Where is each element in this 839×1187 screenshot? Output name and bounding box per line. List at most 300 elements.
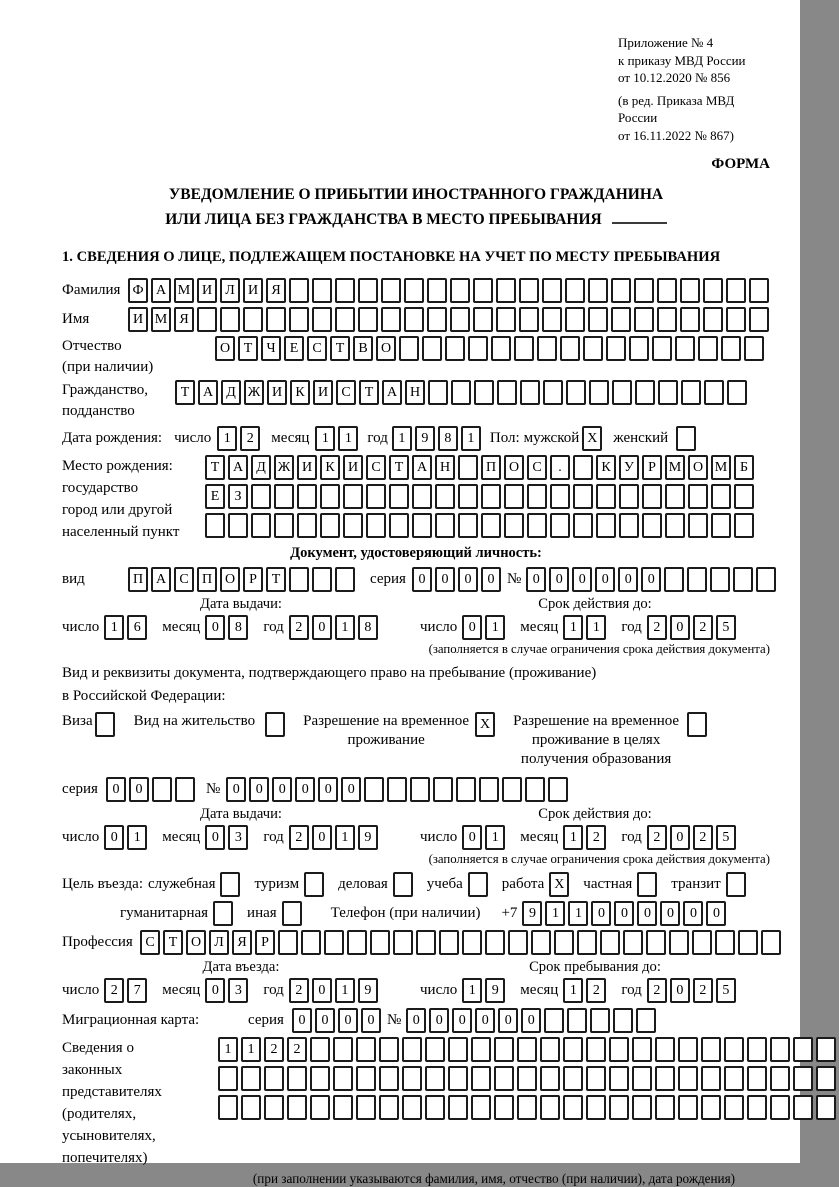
char-box[interactable]: 0 xyxy=(498,1008,518,1033)
char-box[interactable] xyxy=(451,380,471,405)
char-box[interactable] xyxy=(642,484,662,509)
char-box[interactable]: У xyxy=(619,455,639,480)
char-box[interactable] xyxy=(410,777,430,802)
char-box[interactable] xyxy=(629,336,649,361)
char-box[interactable]: Ч xyxy=(261,336,281,361)
char-box[interactable] xyxy=(680,278,700,303)
purpose-transit-checkbox[interactable] xyxy=(726,872,749,897)
char-box[interactable]: 3 xyxy=(228,978,248,1003)
char-box[interactable]: 1 xyxy=(104,615,124,640)
char-box[interactable] xyxy=(502,777,522,802)
citizenship-input[interactable] xyxy=(175,380,750,405)
char-box[interactable]: X xyxy=(475,712,495,737)
char-box[interactable]: Т xyxy=(330,336,350,361)
char-box[interactable] xyxy=(542,307,562,332)
char-box[interactable] xyxy=(412,513,432,538)
char-box[interactable]: Д xyxy=(251,455,271,480)
char-box[interactable]: 0 xyxy=(452,1008,472,1033)
char-box[interactable] xyxy=(588,307,608,332)
char-box[interactable]: 1 xyxy=(335,978,355,1003)
doc-valid-year-input[interactable] xyxy=(647,615,739,640)
sex-male-checkbox[interactable] xyxy=(582,426,605,451)
char-box[interactable]: Б xyxy=(734,455,754,480)
char-box[interactable]: Т xyxy=(238,336,258,361)
char-box[interactable] xyxy=(370,930,390,955)
char-box[interactable] xyxy=(586,1037,606,1062)
char-box[interactable] xyxy=(220,872,240,897)
char-box[interactable] xyxy=(701,1066,721,1091)
char-box[interactable] xyxy=(606,336,626,361)
char-box[interactable]: 0 xyxy=(312,978,332,1003)
entry-year-input[interactable] xyxy=(289,978,381,1003)
char-box[interactable]: 9 xyxy=(522,901,542,926)
visa-checkbox[interactable] xyxy=(95,712,118,737)
char-box[interactable] xyxy=(218,1066,238,1091)
char-box[interactable]: К xyxy=(290,380,310,405)
char-box[interactable]: 0 xyxy=(272,777,292,802)
char-box[interactable] xyxy=(514,336,534,361)
given-name-input[interactable] xyxy=(128,307,772,332)
char-box[interactable] xyxy=(448,1095,468,1120)
char-box[interactable] xyxy=(655,1095,675,1120)
char-box[interactable]: Е xyxy=(284,336,304,361)
char-box[interactable] xyxy=(543,380,563,405)
char-box[interactable]: 9 xyxy=(415,426,435,451)
representatives-line2-input[interactable] xyxy=(218,1066,839,1091)
char-box[interactable]: 1 xyxy=(563,615,583,640)
char-box[interactable] xyxy=(358,307,378,332)
char-box[interactable] xyxy=(586,1095,606,1120)
char-box[interactable] xyxy=(540,1095,560,1120)
char-box[interactable] xyxy=(611,278,631,303)
char-box[interactable] xyxy=(793,1095,813,1120)
char-box[interactable]: И xyxy=(243,278,263,303)
char-box[interactable]: 0 xyxy=(361,1008,381,1033)
char-box[interactable]: 0 xyxy=(406,1008,426,1033)
char-box[interactable] xyxy=(462,930,482,955)
char-box[interactable] xyxy=(724,1037,744,1062)
char-box[interactable]: 1 xyxy=(218,1037,238,1062)
char-box[interactable]: 0 xyxy=(249,777,269,802)
char-box[interactable] xyxy=(393,872,413,897)
char-box[interactable] xyxy=(701,1037,721,1062)
char-box[interactable] xyxy=(548,777,568,802)
char-box[interactable]: Л xyxy=(209,930,229,955)
char-box[interactable] xyxy=(393,930,413,955)
char-box[interactable] xyxy=(218,1095,238,1120)
char-box[interactable] xyxy=(473,307,493,332)
char-box[interactable] xyxy=(726,278,746,303)
char-box[interactable] xyxy=(747,1095,767,1120)
char-box[interactable] xyxy=(703,307,723,332)
char-box[interactable] xyxy=(379,1037,399,1062)
char-box[interactable] xyxy=(333,1037,353,1062)
char-box[interactable] xyxy=(566,380,586,405)
char-box[interactable]: 2 xyxy=(586,825,606,850)
char-box[interactable] xyxy=(688,484,708,509)
char-box[interactable]: 0 xyxy=(521,1008,541,1033)
char-box[interactable] xyxy=(632,1066,652,1091)
purpose-private-checkbox[interactable] xyxy=(637,872,660,897)
char-box[interactable]: О xyxy=(688,455,708,480)
char-box[interactable] xyxy=(152,777,172,802)
birth-place-line1-input[interactable] xyxy=(205,455,757,480)
char-box[interactable]: 0 xyxy=(429,1008,449,1033)
char-box[interactable] xyxy=(525,777,545,802)
char-box[interactable] xyxy=(458,484,478,509)
char-box[interactable]: И xyxy=(267,380,287,405)
char-box[interactable] xyxy=(504,484,524,509)
char-box[interactable]: К xyxy=(596,455,616,480)
char-box[interactable]: 5 xyxy=(716,615,736,640)
char-box[interactable] xyxy=(554,930,574,955)
char-box[interactable]: Д xyxy=(221,380,241,405)
char-box[interactable] xyxy=(471,1066,491,1091)
char-box[interactable] xyxy=(496,278,516,303)
char-box[interactable]: 0 xyxy=(129,777,149,802)
char-box[interactable] xyxy=(274,513,294,538)
char-box[interactable] xyxy=(550,513,570,538)
char-box[interactable] xyxy=(425,1066,445,1091)
residence-permit-checkbox[interactable] xyxy=(265,712,288,737)
char-box[interactable] xyxy=(266,307,286,332)
char-box[interactable] xyxy=(264,1095,284,1120)
char-box[interactable] xyxy=(734,513,754,538)
char-box[interactable]: 0 xyxy=(435,567,455,592)
char-box[interactable]: Т xyxy=(205,455,225,480)
char-box[interactable]: 0 xyxy=(104,825,124,850)
char-box[interactable] xyxy=(520,380,540,405)
char-box[interactable]: Я xyxy=(174,307,194,332)
char-box[interactable] xyxy=(733,567,753,592)
char-box[interactable] xyxy=(527,484,547,509)
char-box[interactable] xyxy=(491,336,511,361)
char-box[interactable] xyxy=(537,336,557,361)
char-box[interactable]: 9 xyxy=(358,825,378,850)
char-box[interactable] xyxy=(680,307,700,332)
char-box[interactable] xyxy=(494,1037,514,1062)
char-box[interactable] xyxy=(335,278,355,303)
char-box[interactable]: Н xyxy=(435,455,455,480)
char-box[interactable] xyxy=(471,1037,491,1062)
char-box[interactable] xyxy=(816,1095,836,1120)
char-box[interactable]: О xyxy=(220,567,240,592)
char-box[interactable] xyxy=(619,484,639,509)
char-box[interactable] xyxy=(590,1008,610,1033)
entry-day-input[interactable] xyxy=(104,978,150,1003)
char-box[interactable]: Н xyxy=(405,380,425,405)
char-box[interactable] xyxy=(573,484,593,509)
char-box[interactable]: 0 xyxy=(572,567,592,592)
char-box[interactable] xyxy=(312,307,332,332)
char-box[interactable] xyxy=(381,307,401,332)
profession-input[interactable] xyxy=(140,930,784,955)
char-box[interactable]: 0 xyxy=(614,901,634,926)
char-box[interactable]: 1 xyxy=(127,825,147,850)
char-box[interactable]: И xyxy=(313,380,333,405)
char-box[interactable]: 2 xyxy=(693,978,713,1003)
residence-number-input[interactable] xyxy=(226,777,571,802)
char-box[interactable] xyxy=(611,307,631,332)
char-box[interactable]: 0 xyxy=(595,567,615,592)
char-box[interactable]: М xyxy=(711,455,731,480)
residence-valid-day-input[interactable] xyxy=(462,825,508,850)
char-box[interactable]: И xyxy=(343,455,363,480)
purpose-tourism-checkbox[interactable] xyxy=(304,872,327,897)
char-box[interactable] xyxy=(688,513,708,538)
char-box[interactable] xyxy=(609,1066,629,1091)
char-box[interactable] xyxy=(422,336,442,361)
char-box[interactable]: С xyxy=(366,455,386,480)
char-box[interactable] xyxy=(241,1095,261,1120)
char-box[interactable] xyxy=(333,1066,353,1091)
char-box[interactable] xyxy=(381,278,401,303)
char-box[interactable]: И xyxy=(128,307,148,332)
char-box[interactable] xyxy=(770,1095,790,1120)
char-box[interactable] xyxy=(634,307,654,332)
char-box[interactable] xyxy=(544,1008,564,1033)
char-box[interactable]: М xyxy=(174,278,194,303)
char-box[interactable] xyxy=(379,1095,399,1120)
purpose-study-checkbox[interactable] xyxy=(468,872,491,897)
char-box[interactable]: М xyxy=(151,307,171,332)
char-box[interactable]: П xyxy=(197,567,217,592)
char-box[interactable] xyxy=(632,1095,652,1120)
char-box[interactable] xyxy=(703,278,723,303)
birth-year-input[interactable] xyxy=(392,426,484,451)
char-box[interactable] xyxy=(816,1066,836,1091)
char-box[interactable] xyxy=(567,1008,587,1033)
char-box[interactable] xyxy=(655,1037,675,1062)
char-box[interactable]: 0 xyxy=(670,615,690,640)
char-box[interactable] xyxy=(389,513,409,538)
char-box[interactable]: А xyxy=(151,278,171,303)
char-box[interactable] xyxy=(596,513,616,538)
char-box[interactable] xyxy=(479,777,499,802)
char-box[interactable] xyxy=(749,307,769,332)
char-box[interactable]: 0 xyxy=(318,777,338,802)
char-box[interactable]: 0 xyxy=(618,567,638,592)
char-box[interactable] xyxy=(494,1095,514,1120)
char-box[interactable] xyxy=(747,1037,767,1062)
char-box[interactable] xyxy=(343,484,363,509)
char-box[interactable] xyxy=(692,930,712,955)
char-box[interactable] xyxy=(727,380,747,405)
char-box[interactable]: О xyxy=(376,336,396,361)
char-box[interactable]: Т xyxy=(163,930,183,955)
char-box[interactable]: Я xyxy=(266,278,286,303)
char-box[interactable] xyxy=(264,1066,284,1091)
char-box[interactable] xyxy=(704,380,724,405)
char-box[interactable] xyxy=(213,901,233,926)
char-box[interactable]: И xyxy=(297,455,317,480)
stay-day-input[interactable] xyxy=(462,978,508,1003)
char-box[interactable]: . xyxy=(550,455,570,480)
char-box[interactable] xyxy=(588,278,608,303)
stay-year-input[interactable] xyxy=(647,978,739,1003)
edu-permit-checkbox[interactable] xyxy=(687,712,710,737)
char-box[interactable]: 5 xyxy=(716,825,736,850)
char-box[interactable]: 1 xyxy=(586,615,606,640)
char-box[interactable] xyxy=(251,484,271,509)
char-box[interactable]: 1 xyxy=(485,825,505,850)
char-box[interactable] xyxy=(678,1037,698,1062)
char-box[interactable]: 0 xyxy=(549,567,569,592)
char-box[interactable]: 0 xyxy=(412,567,432,592)
patronymic-input[interactable] xyxy=(215,336,767,361)
char-box[interactable] xyxy=(282,901,302,926)
char-box[interactable] xyxy=(402,1037,422,1062)
char-box[interactable] xyxy=(573,455,593,480)
char-box[interactable]: Т xyxy=(175,380,195,405)
char-box[interactable] xyxy=(95,712,115,737)
surname-input[interactable] xyxy=(128,278,772,303)
residence-issue-year-input[interactable] xyxy=(289,825,381,850)
char-box[interactable] xyxy=(356,1037,376,1062)
char-box[interactable] xyxy=(623,930,643,955)
char-box[interactable]: С xyxy=(174,567,194,592)
doc-issue-year-input[interactable] xyxy=(289,615,381,640)
char-box[interactable] xyxy=(646,930,666,955)
char-box[interactable] xyxy=(563,1066,583,1091)
char-box[interactable] xyxy=(251,513,271,538)
char-box[interactable] xyxy=(816,1037,836,1062)
char-box[interactable]: П xyxy=(481,455,501,480)
char-box[interactable]: 1 xyxy=(485,615,505,640)
char-box[interactable]: 0 xyxy=(295,777,315,802)
char-box[interactable]: С xyxy=(336,380,356,405)
char-box[interactable] xyxy=(205,513,225,538)
migration-seria-input[interactable] xyxy=(292,1008,384,1033)
char-box[interactable] xyxy=(715,930,735,955)
char-box[interactable] xyxy=(589,380,609,405)
char-box[interactable] xyxy=(343,513,363,538)
char-box[interactable] xyxy=(504,513,524,538)
char-box[interactable]: 5 xyxy=(716,978,736,1003)
char-box[interactable] xyxy=(468,872,488,897)
char-box[interactable]: 1 xyxy=(241,1037,261,1062)
char-box[interactable] xyxy=(519,307,539,332)
char-box[interactable] xyxy=(634,278,654,303)
char-box[interactable] xyxy=(687,712,707,737)
char-box[interactable]: 2 xyxy=(264,1037,284,1062)
doc-valid-day-input[interactable] xyxy=(462,615,508,640)
char-box[interactable]: 8 xyxy=(358,615,378,640)
char-box[interactable] xyxy=(540,1066,560,1091)
char-box[interactable]: С xyxy=(307,336,327,361)
residence-valid-month-input[interactable] xyxy=(563,825,609,850)
char-box[interactable] xyxy=(312,567,332,592)
doc-issue-month-input[interactable] xyxy=(205,615,251,640)
char-box[interactable] xyxy=(297,513,317,538)
char-box[interactable]: 2 xyxy=(287,1037,307,1062)
char-box[interactable]: 2 xyxy=(289,615,309,640)
char-box[interactable] xyxy=(289,307,309,332)
char-box[interactable] xyxy=(527,513,547,538)
char-box[interactable]: Р xyxy=(642,455,662,480)
char-box[interactable] xyxy=(542,278,562,303)
char-box[interactable] xyxy=(347,930,367,955)
purpose-work-checkbox[interactable] xyxy=(549,872,572,897)
char-box[interactable] xyxy=(287,1095,307,1120)
char-box[interactable] xyxy=(744,336,764,361)
char-box[interactable]: 0 xyxy=(226,777,246,802)
char-box[interactable]: 2 xyxy=(240,426,260,451)
char-box[interactable]: 3 xyxy=(228,825,248,850)
char-box[interactable]: 0 xyxy=(205,825,225,850)
char-box[interactable] xyxy=(448,1066,468,1091)
char-box[interactable] xyxy=(404,307,424,332)
residence-seria-input[interactable] xyxy=(106,777,198,802)
char-box[interactable] xyxy=(324,930,344,955)
char-box[interactable] xyxy=(356,1095,376,1120)
char-box[interactable] xyxy=(312,278,332,303)
char-box[interactable] xyxy=(366,484,386,509)
char-box[interactable] xyxy=(310,1066,330,1091)
char-box[interactable] xyxy=(333,1095,353,1120)
sex-female-checkbox[interactable] xyxy=(676,426,699,451)
char-box[interactable] xyxy=(669,930,689,955)
char-box[interactable]: 1 xyxy=(338,426,358,451)
char-box[interactable]: А xyxy=(151,567,171,592)
char-box[interactable] xyxy=(241,1066,261,1091)
birth-day-input[interactable] xyxy=(217,426,263,451)
char-box[interactable] xyxy=(416,930,436,955)
char-box[interactable] xyxy=(664,567,684,592)
char-box[interactable]: З xyxy=(228,484,248,509)
char-box[interactable]: 0 xyxy=(670,825,690,850)
char-box[interactable] xyxy=(379,1066,399,1091)
char-box[interactable] xyxy=(481,513,501,538)
char-box[interactable]: 0 xyxy=(706,901,726,926)
char-box[interactable]: 2 xyxy=(104,978,124,1003)
char-box[interactable]: 0 xyxy=(315,1008,335,1033)
char-box[interactable] xyxy=(596,484,616,509)
char-box[interactable] xyxy=(632,1037,652,1062)
char-box[interactable] xyxy=(612,380,632,405)
char-box[interactable]: 2 xyxy=(289,825,309,850)
migration-number-input[interactable] xyxy=(406,1008,659,1033)
char-box[interactable] xyxy=(675,336,695,361)
char-box[interactable]: П xyxy=(128,567,148,592)
char-box[interactable] xyxy=(657,278,677,303)
char-box[interactable]: 2 xyxy=(289,978,309,1003)
char-box[interactable]: 0 xyxy=(591,901,611,926)
char-box[interactable] xyxy=(458,513,478,538)
char-box[interactable] xyxy=(747,1066,767,1091)
char-box[interactable]: А xyxy=(412,455,432,480)
char-box[interactable] xyxy=(665,513,685,538)
purpose-humanitarian-checkbox[interactable] xyxy=(213,901,236,926)
char-box[interactable] xyxy=(265,712,285,737)
char-box[interactable] xyxy=(563,1037,583,1062)
char-box[interactable] xyxy=(450,278,470,303)
birth-place-line3-input[interactable] xyxy=(205,513,757,538)
char-box[interactable] xyxy=(770,1066,790,1091)
residence-issue-month-input[interactable] xyxy=(205,825,251,850)
char-box[interactable] xyxy=(175,777,195,802)
char-box[interactable]: 0 xyxy=(481,567,501,592)
char-box[interactable] xyxy=(435,484,455,509)
residence-issue-day-input[interactable] xyxy=(104,825,150,850)
char-box[interactable]: А xyxy=(198,380,218,405)
char-box[interactable] xyxy=(220,307,240,332)
char-box[interactable] xyxy=(635,380,655,405)
char-box[interactable]: 2 xyxy=(693,615,713,640)
char-box[interactable] xyxy=(583,336,603,361)
char-box[interactable]: С xyxy=(527,455,547,480)
char-box[interactable] xyxy=(710,567,730,592)
